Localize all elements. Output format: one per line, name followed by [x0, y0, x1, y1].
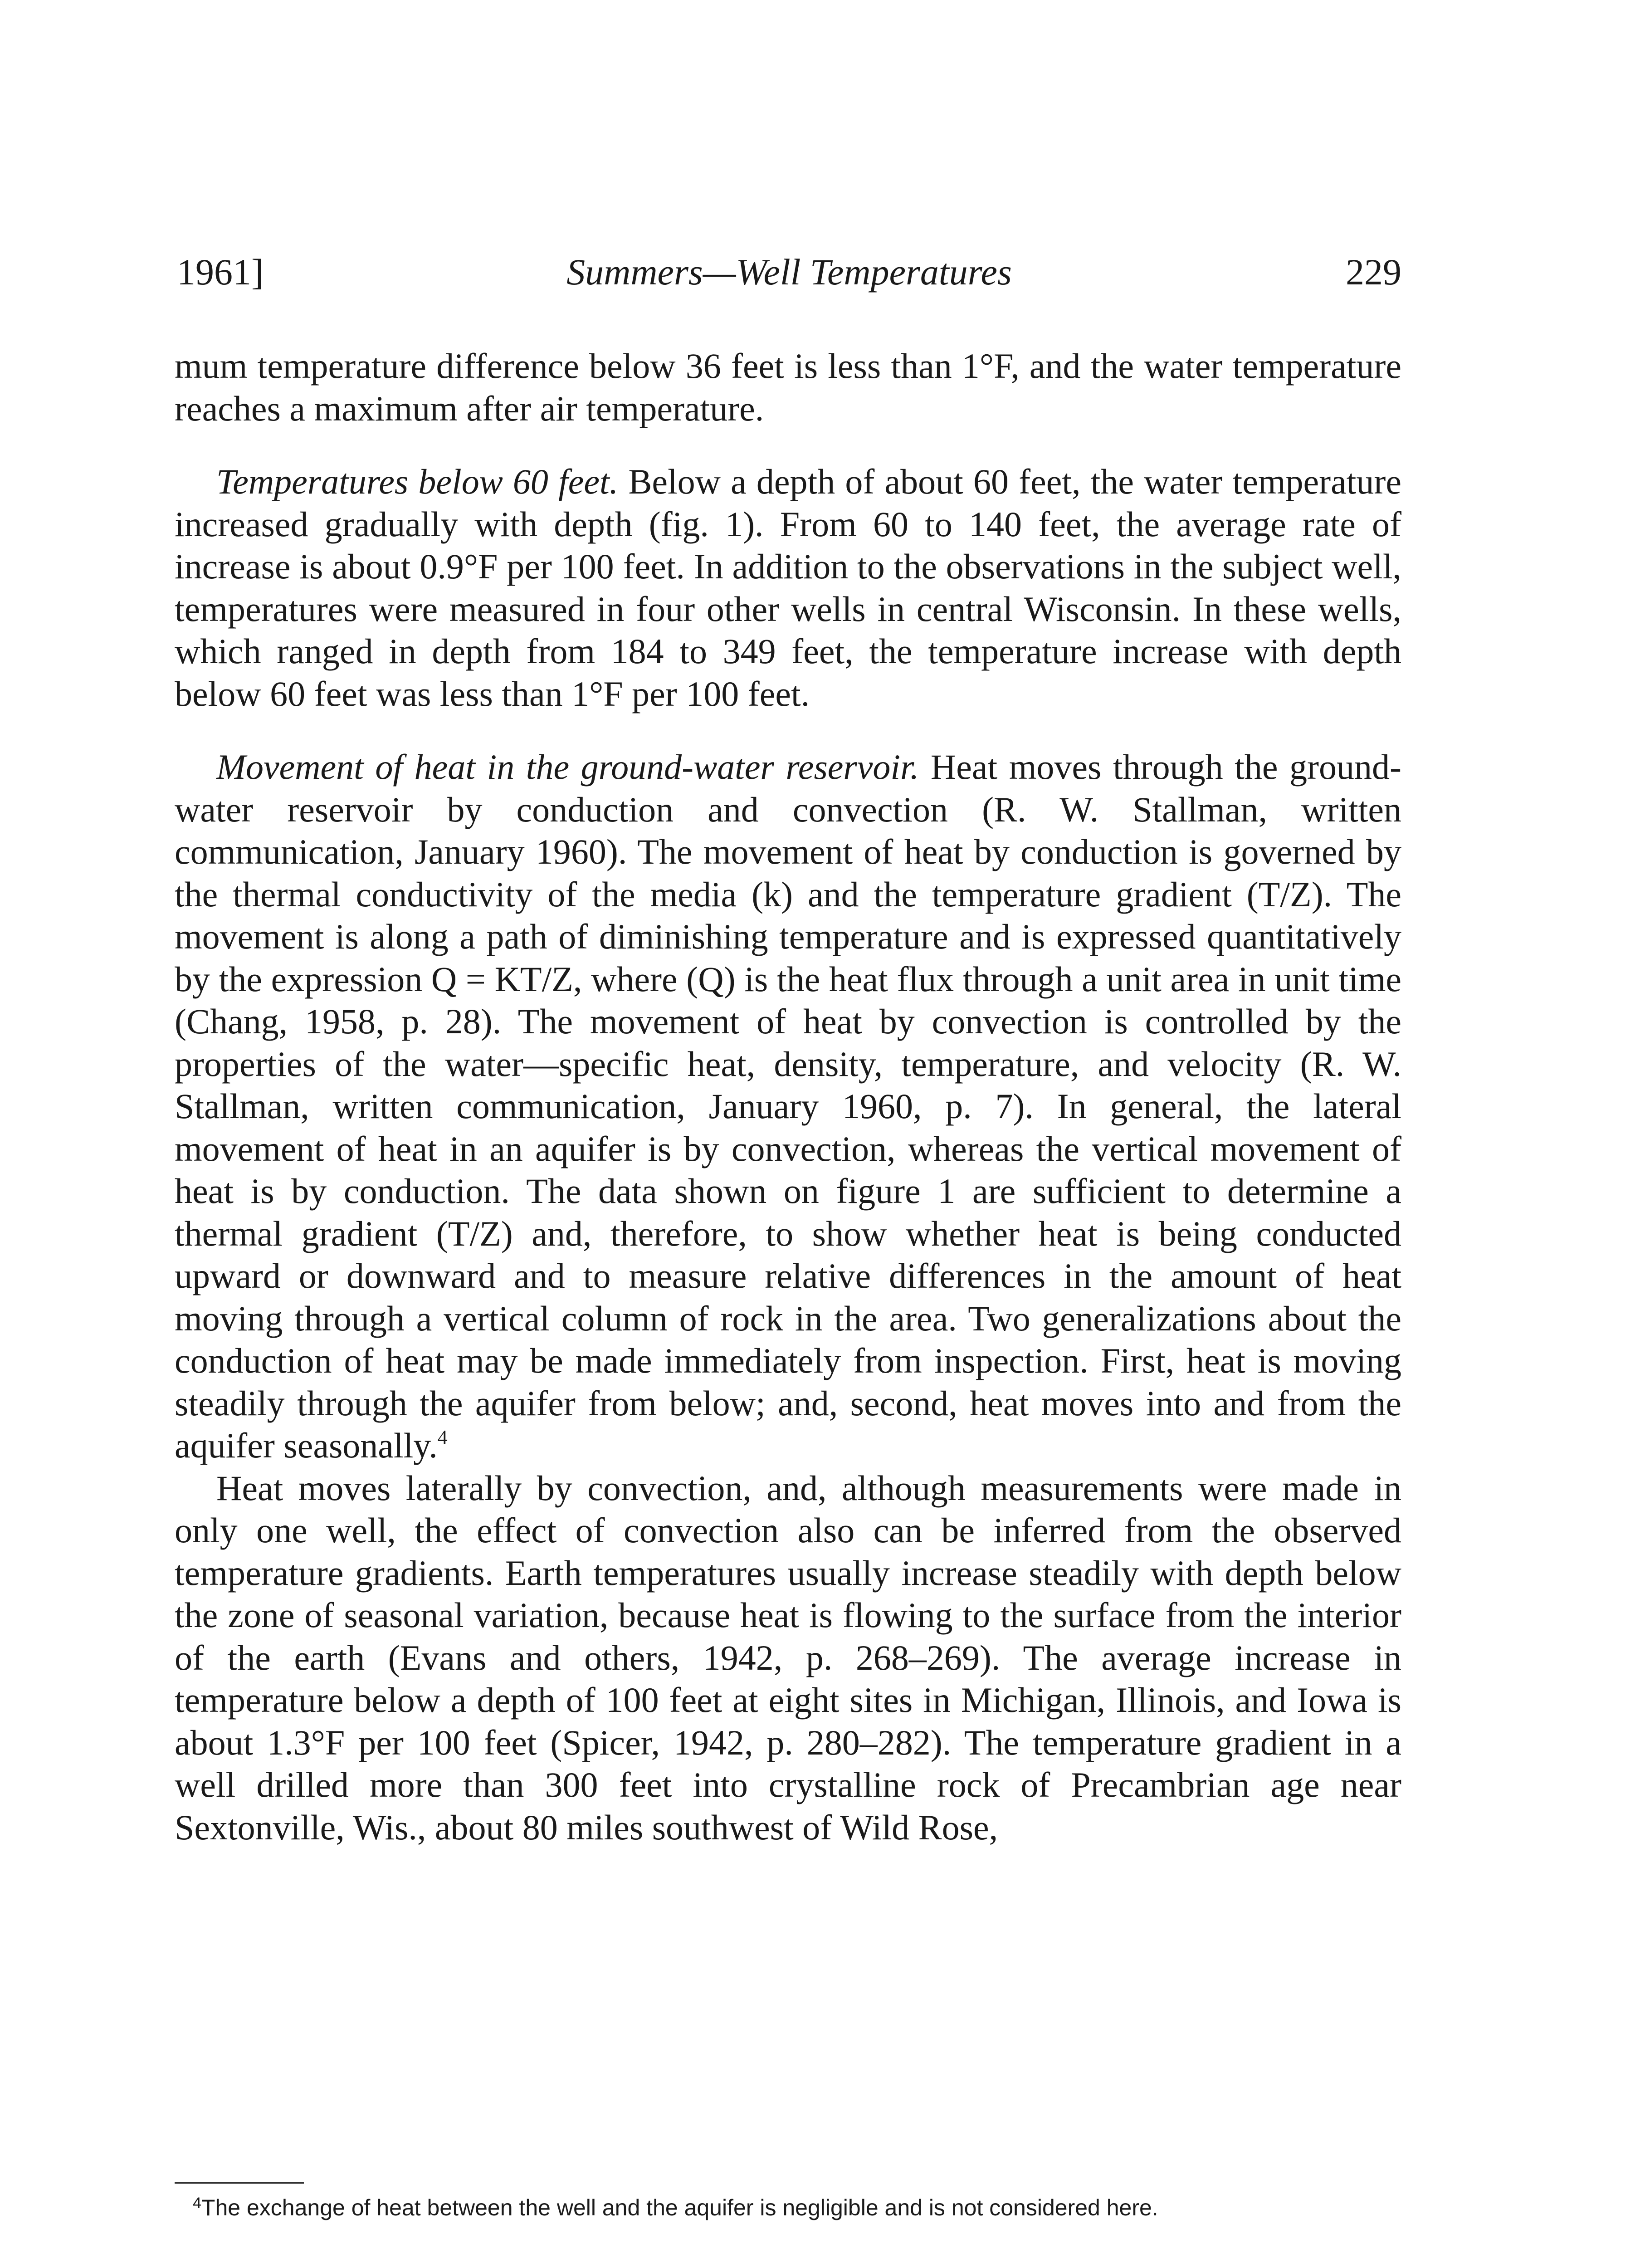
- body-text: [175, 345, 1401, 1848]
- footnote: [175, 2194, 1401, 2222]
- paragraph-text: mum temperature difference below 36 feet is less than 1°F, and the water temperature reaches a maximum after air temperature.: [175, 346, 1401, 428]
- footnote-mark: 4: [193, 2195, 201, 2212]
- running-header: [177, 247, 1401, 297]
- paragraph-lead-heading: Movement of heat in the ground-water reservoir.: [216, 747, 919, 787]
- footnote-reference: 4: [437, 1426, 448, 1448]
- paragraph-text: Heat moves laterally by convection, and, although measurements were made in only one well, the effect of convection also can be inferred from the observed temperature gradients. Earth temperatures usually increase steadily with depth below the zone of seasonal variation, because heat is flowing to the surface from the interior of the earth (Evans and others, 1942, p. 268–269). The average increase in temperature below a depth of 100 feet at eight sites in Michigan, Illinois, and Iowa is about 1.3°F per 100 feet (Spicer, 1942, p. 280–282). The temperature gradient in a well drilled more than 300 feet into crystalline rock of Precambrian age near Sextonville, Wis., about 80 miles southwest of Wild Rose,: [175, 1468, 1401, 1847]
- paragraph-continuation: [175, 345, 1401, 430]
- paragraph-convection: [175, 1467, 1401, 1849]
- header-year: 1961]: [177, 251, 264, 293]
- paragraph-lead-heading: Temperatures below 60 feet.: [216, 462, 619, 501]
- footnote-divider: [175, 2182, 304, 2184]
- paragraph-text: Below a depth of about 60 feet, the water temperature increased gradually with depth (fig. 1). From 60 to 140 feet, the average rate of increase is about 0.9°F per 100 feet. In addition to the observations in the subject well, temperatures were measured in four other wells in central Wisconsin. In these wells, which ranged in depth from 184 to 349 feet, the temperature increase with depth below 60 feet was less than 1°F per 100 feet.: [175, 462, 1401, 714]
- paragraph-temperatures-below-60-feet: [175, 460, 1401, 715]
- footnote-text: The exchange of heat between the well and the aquifer is negligible and is not considered here.: [201, 2195, 1158, 2220]
- header-title: Summers—Well Temperatures: [566, 251, 1012, 293]
- page-number: 229: [1346, 251, 1401, 293]
- paragraph-movement-of-heat: [175, 746, 1401, 1467]
- paragraph-text: Heat moves through the ground-water reservoir by conduction and convection (R. W. Stallman, written communication, January 1960). The movement of heat by conduction is governed by the thermal conductivity of the media (k) and the temperature gradient (T/Z). The movement is along a path of diminishing temperature and is expressed quantitatively by the expression Q = KT/Z, where (Q) is the heat flux through a unit area in unit time (Chang, 1958, p. 28). The movement of heat by convection is controlled by the properties of the water—specific heat, density, temperature, and velocity (R. W. Stallman, written communication, January 1960, p. 7). In general, the lateral movement of heat in an aquifer is by convection, whereas the vertical movement of heat is by conduction. The data shown on figure 1 are sufficient to determine a thermal gradient (T/Z) and, therefore, to show whether heat is being conducted upward or downward and to measure relative differences in the amount of heat moving through a vertical column of rock in the area. Two generalizations about the conduction of heat may be made immediately from inspection. First, heat is moving steadily through the aquifer from below; and, second, heat moves into and from the aquifer seasonally.: [175, 747, 1401, 1465]
